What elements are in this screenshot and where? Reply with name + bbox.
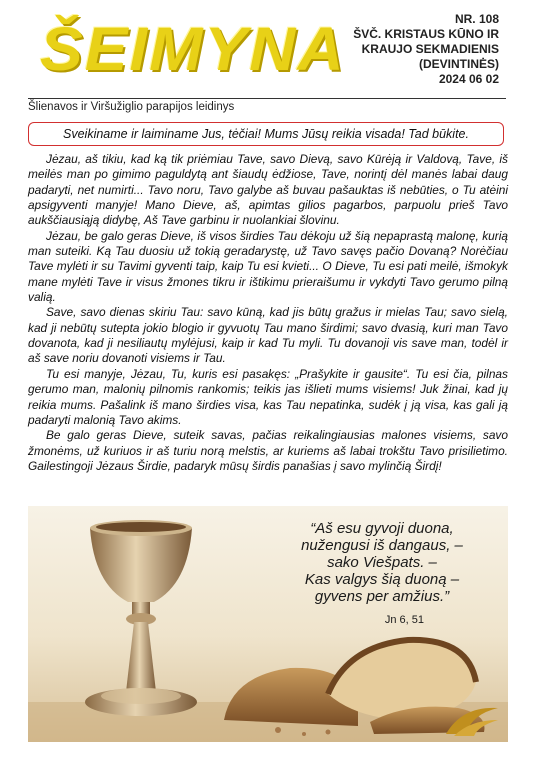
occasion-line: (DEVINTINĖS) — [418, 57, 499, 71]
article-paragraph: Jėzau, aš tikiu, kad ką tik priėmiau Tave, savo Dievą, savo Kūrėją ir Valdovą, Tave, iš meilės man po gimimo paguldytą ant šiaudų ėdžiose, Tave, norintį dėl manės labai daug padaryti, net numirti... Tavo noru, Tavo galybe aš buvau pašauktas iš nebūties, o Tu atėini apsigyventi manyje! Mano Dieve, aš, apimtas gilios pagarbos, parpuolu prieš Tavo aukščiausiąją didybę, Aš Tave garbinu ir nuolankiai šlovinu. — [28, 152, 508, 228]
occasion-line: KRAUJO SEKMADIENIS — [361, 42, 499, 56]
quote-reference: Jn 6, 51 — [384, 614, 424, 626]
masthead — [0, 0, 535, 100]
quote-line: “Aš esu gyvoji duona, — [310, 520, 454, 537]
quote-line: sako Viešpats. – — [327, 554, 437, 571]
quote-line: Kas valgys šią duoną – — [304, 571, 460, 588]
chalice-icon — [85, 520, 197, 716]
issue-date: 2024 06 02 — [438, 72, 499, 86]
article-paragraph: Tu esi manyje, Jėzau, Tu, kuris esi pasakęs: „Prašykite ir gausite“. Tu esi čia, pilnas gerumo man, malonių pilnomis rankomis; teikis jas išlieti mums visiems! Juk žinai, kad jų reikia mums. Pašalink iš mano širdies visa, kas Tau nepatinka, sudėk į ją visa, kas gali ją padaryti malonią Tavo akims. — [28, 366, 508, 427]
quote-line: gyvens per amžius.” — [314, 588, 450, 605]
bible-quote — [282, 520, 482, 605]
occasion-line: ŠVČ. KRISTAUS KŪNO IR — [353, 27, 499, 41]
newsletter-logo: ŠEIMYNA — [40, 14, 346, 84]
corner-ornament-icon — [442, 702, 502, 738]
greeting-banner: Sveikiname ir laiminame Jus, tėčiai! Mums Jūsų reikia visada! Tad būkite. — [28, 122, 504, 146]
issue-number: NR. 108 — [454, 12, 499, 26]
article-paragraph: Jėzau, be galo geras Dieve, iš visos širdies Tau dėkoju už šią nepaprastą malonę, kurią man suteiki. Ką Tau duosiu už tokią geradarystę, už Tavo savęs pačio Dovaną? Norėčiau Tave mylėti ir su Tavimi gyventi taip, kaip Tu esi kvieti... O Dieve, Tu esi pati meilė, išmokyk mane mylėti Tave ir visus žmones tikru ir ištikimu prieraišumu ir vykdyti Tavo gerumo pilną valią. — [28, 228, 508, 305]
parish-subtitle: Šlienavos ir Viršužiglio parapijos leidinys — [28, 98, 506, 113]
issue-info — [339, 12, 499, 87]
article-paragraph: Save, savo dienas skiriu Tau: savo kūną, kad jis būtų gražus ir mielas Tau; savo sielą, kad ji nebūtų sutepta jokio blogio ir gyvuotų Tau mano širdimi; savo dvasią, kuri man Tavo dovanota, kad ji nesiliautų mylėjusi, kaip ir kad Tu myli. Tu dovanoji vis save man, todėl ir aš save noriu dovanoti visiems ir Tau. — [28, 305, 508, 366]
quote-line: nužengusi iš dangaus, – — [301, 537, 463, 554]
article-paragraph: Be galo geras Dieve, suteik savas, pačias reikalingiausias malones visiems, savo žmonėms, už kuriuos ir aš turiu norą melstis, ar kuriems aš labai trokštu Tavo prisilietimo. Gailestingoji Jėzaus Širdie, padaryk mūsų širdis panašias į savo mylinčią Širdį! — [28, 428, 508, 473]
chalice-bread-photo — [28, 506, 508, 742]
prayer-article — [28, 152, 508, 474]
